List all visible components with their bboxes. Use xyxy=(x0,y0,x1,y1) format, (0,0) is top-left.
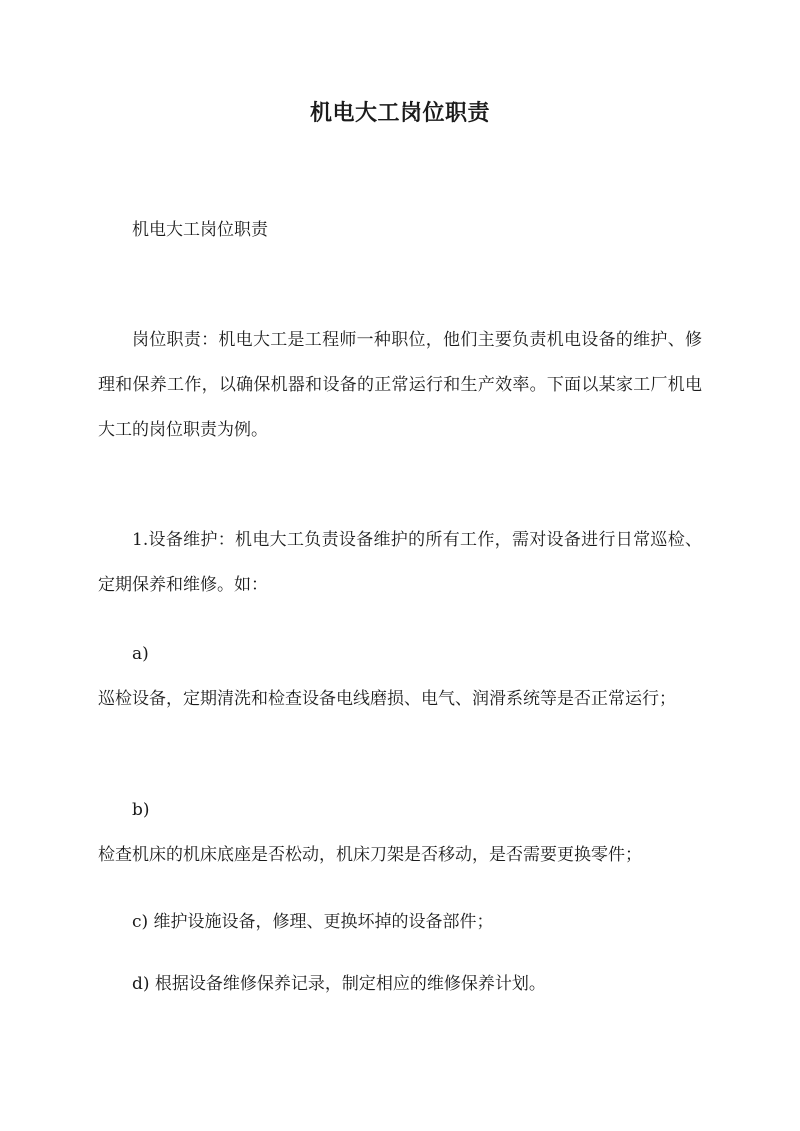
sub-item-a-label: a) xyxy=(132,644,149,664)
intro-paragraph: 岗位职责：机电大工是工程师一种职位，他们主要负责机电设备的维护、修理和保养工作，以确保机器和设备的正常运行和生产效率。下面以某家工厂机电大工的岗位职责为例。 xyxy=(98,330,702,440)
sub-item-d-text: d) 根据设备维修保养记录，制定相应的维修保养计划。 xyxy=(132,974,546,994)
item-1-paragraph: 1.设备维护：机电大工负责设备维护的所有工作，需对设备进行日常巡检、定期保养和维修。如： xyxy=(98,530,702,595)
sub-item-c-text: c) 维护设施设备，修理、更换坏掉的设备部件； xyxy=(132,912,494,932)
page-title: 机电大工岗位职责 xyxy=(309,100,490,126)
sub-item-b-label: b) xyxy=(132,800,150,820)
sub-item-b-text: 检查机床的机床底座是否松动，机床刀架是否移动，是否需要更换零件； xyxy=(98,845,642,865)
sub-item-a-text: 巡检设备，定期清洗和检查设备电线磨损、电气、润滑系统等是否正常运行； xyxy=(98,689,676,709)
document-subtitle: 机电大工岗位职责 xyxy=(132,220,268,240)
